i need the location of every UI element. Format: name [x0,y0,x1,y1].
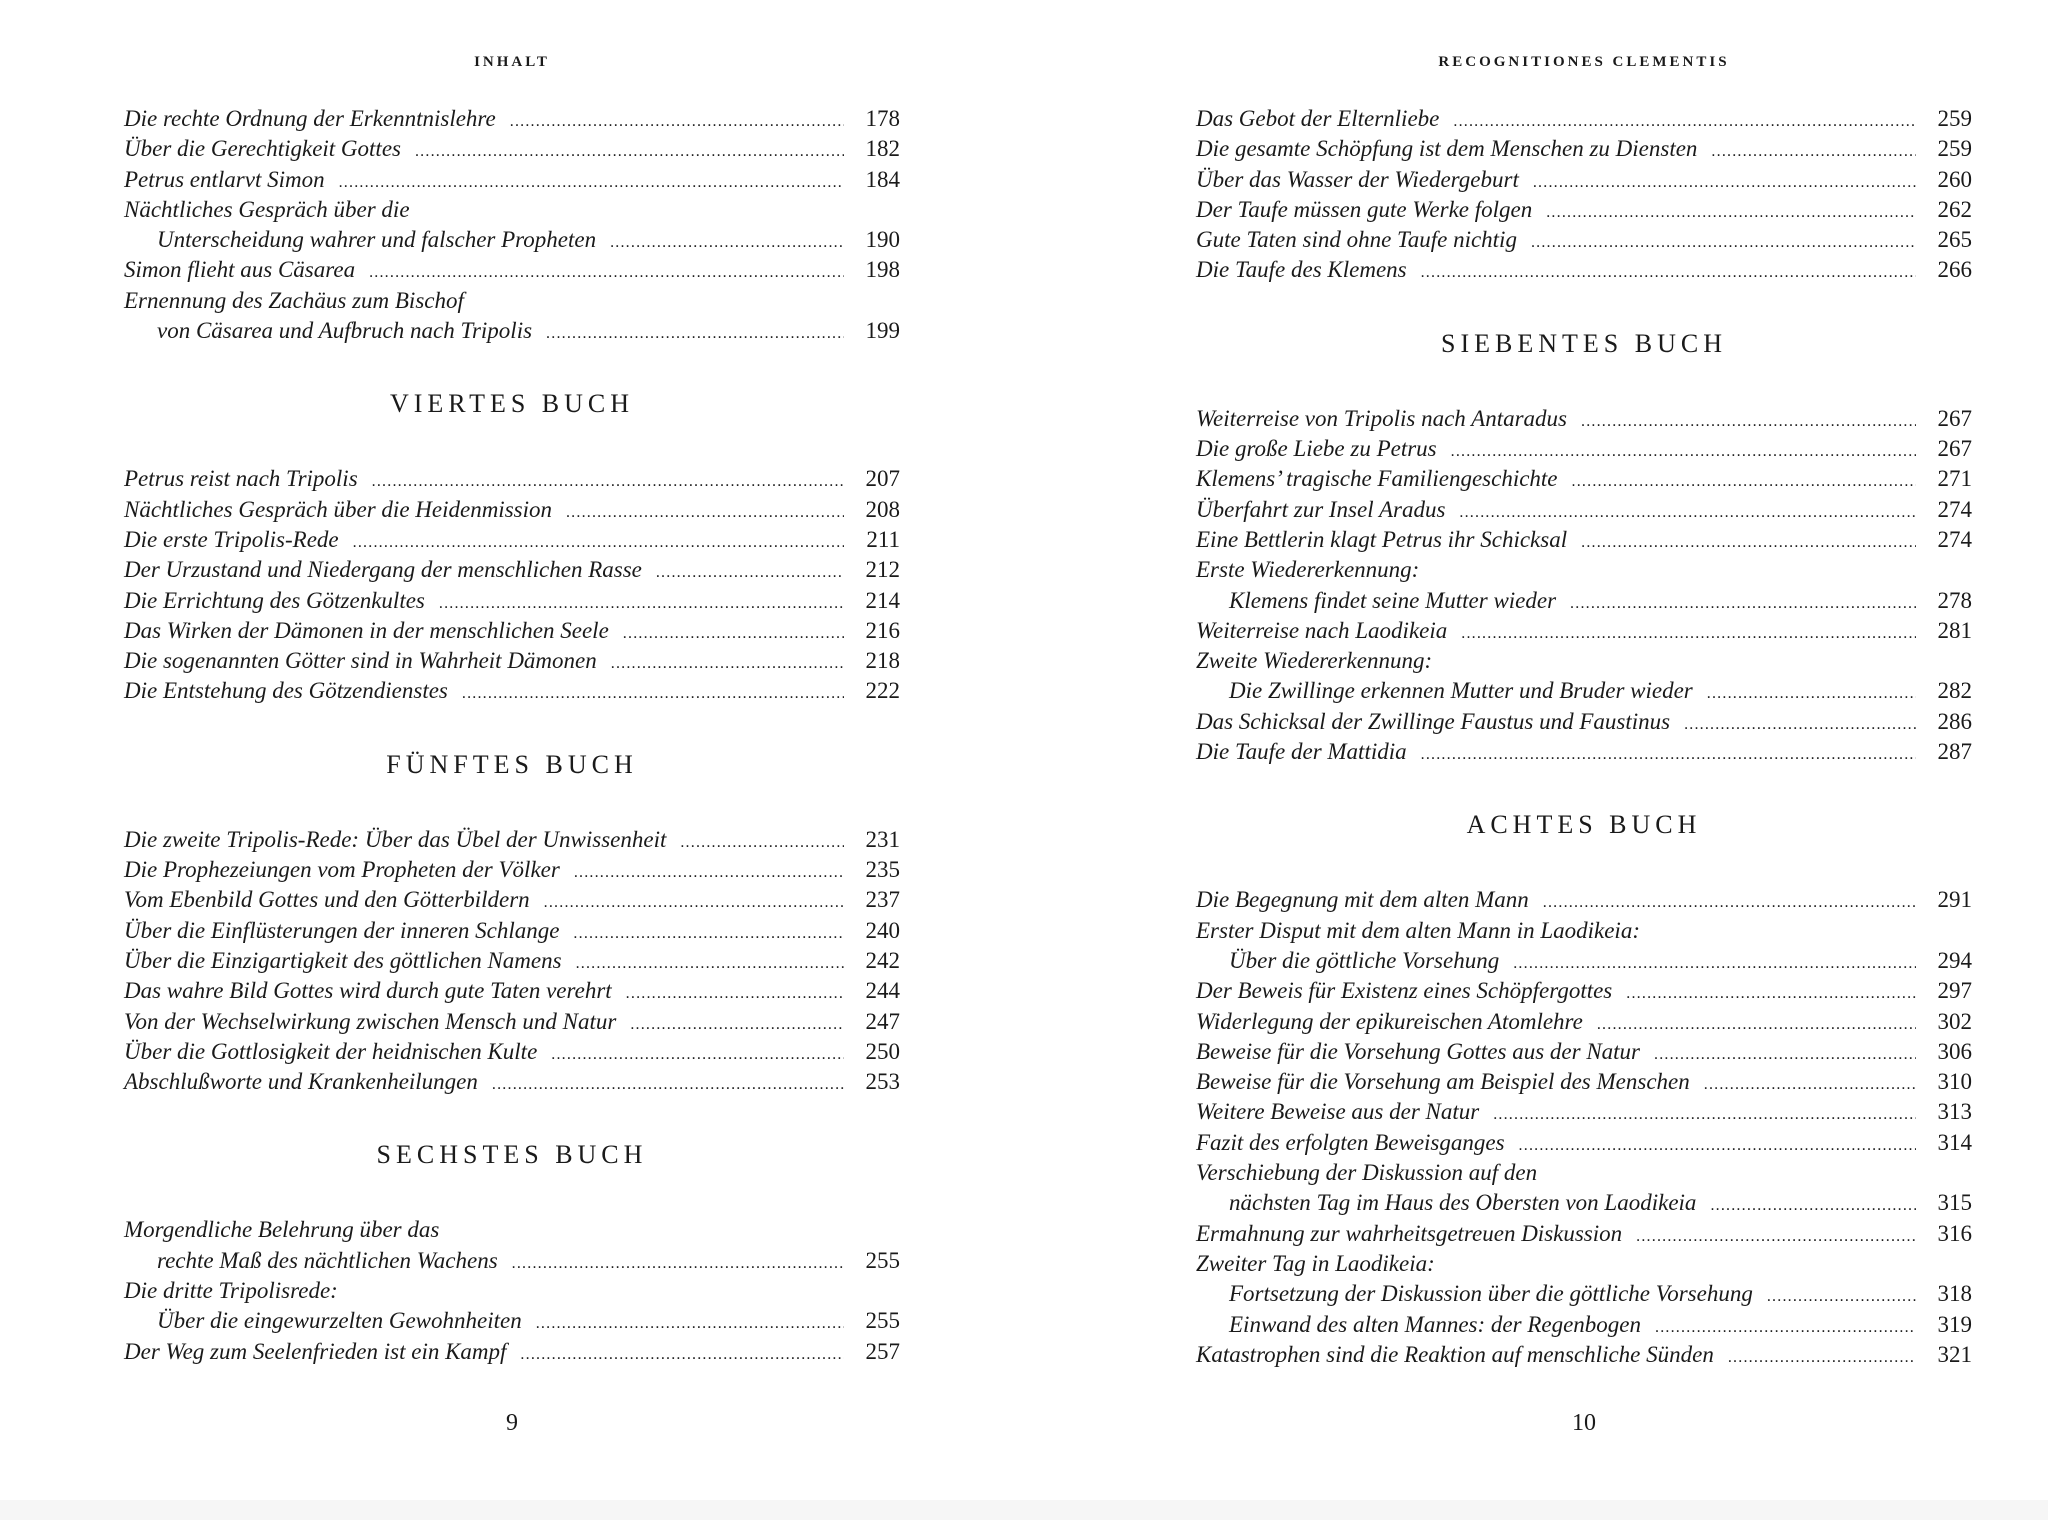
toc-entry-title: nächsten Tag im Haus des Obersten von Laodikeia [1229,1190,1697,1216]
toc-entry-page: 218 [865,648,900,674]
toc-entry-title: Ernennung des Zachäus zum Bischof [124,287,464,313]
toc-entry [1196,225,1972,255]
toc-entry-page: 182 [865,136,900,162]
toc-entry [124,255,900,285]
toc-entry-title: Über das Wasser der Wiedergeburt [1196,166,1519,192]
toc-entry-page: 190 [865,227,900,253]
toc-entry-title: Von der Wechselwirkung zwischen Mensch und Natur [124,1008,617,1034]
toc-entry-title: Die Begegnung mit dem alten Mann [1196,887,1529,913]
toc-entry [1196,707,1972,737]
toc-entry [124,1337,900,1367]
toc-entry [1196,646,1972,676]
toc-entry-page: 266 [1937,257,1972,283]
toc-entry [1196,1128,1972,1158]
toc-entry [1196,885,1972,915]
dot-leader [630,1010,844,1040]
dot-leader [1707,679,1916,709]
toc-entry-page: 274 [1937,496,1972,522]
toc-entry-page: 314 [1937,1129,1972,1155]
toc-entry [1196,1188,1972,1218]
dot-leader [462,679,844,709]
toc-entry [1196,1249,1972,1279]
toc-entry-page: 287 [1937,739,1972,765]
toc-entry [124,855,900,885]
toc-entry-page: 310 [1937,1069,1972,1095]
toc-entry-page: 211 [866,526,900,552]
toc-entry-page: 207 [865,466,900,492]
dot-leader [1626,979,1916,1009]
toc-entry-title: Beweise für die Vorsehung am Beispiel des Menschen [1196,1069,1690,1095]
dot-leader [1531,228,1916,258]
toc-entry-page: 250 [865,1038,900,1064]
toc-entry-title: Erster Disput mit dem alten Mann in Laodikeia: [1196,917,1640,943]
toc-entry [1196,165,1972,195]
dot-leader [353,528,844,558]
toc-entry [1196,616,1972,646]
toc-entry [1196,195,1972,225]
toc-entry-title: Weiterreise nach Laodikeia [1196,617,1448,643]
toc-entry [124,286,900,316]
toc-entry-title: Die rechte Ordnung der Erkenntnislehre [124,106,496,131]
book-heading: FÜNFTES BUCH [386,749,638,779]
toc-entry [1196,525,1972,555]
dot-leader [1533,168,1916,198]
book-heading: SIEBENTES BUCH [1441,328,1727,358]
dot-leader [1451,437,1916,467]
toc-entry [124,225,900,255]
toc-entry-page: 184 [865,166,900,192]
toc-entry-page: 242 [865,947,900,973]
toc-entry-page: 259 [1937,106,1972,131]
toc-entry-title: Weiterreise von Tripolis nach Antaradus [1196,405,1567,431]
toc-entry-page: 278 [1937,587,1972,613]
toc-entry-title: Katastrophen sind die Reaktion auf menschliche Sünden [1196,1341,1714,1367]
toc-entry-page: 313 [1937,1099,1972,1125]
toc-entry-title: Zweite Wiedererkennung: [1196,648,1433,674]
toc-entry [124,525,900,555]
toc-entry-title: Zweiter Tag in Laodikeia: [1196,1250,1435,1276]
toc-entry-page: 286 [1937,708,1972,734]
toc-entry [1196,1037,1972,1067]
toc-entry-title: Petrus entlarvt Simon [124,166,325,192]
toc-entry-title: Die Errichtung des Götzenkultes [124,587,425,613]
table-of-contents [1196,104,1972,1370]
toc-entry-page: 271 [1937,466,1972,492]
toc-entry [124,134,900,164]
toc-entry-title: Das Gebot der Elternliebe [1196,106,1440,131]
dot-leader [520,1340,844,1370]
toc-entry [1196,1219,1972,1249]
toc-entry [124,495,900,525]
toc-entry-title: Die Taufe des Klemens [1196,257,1407,283]
toc-entry-title: Über die eingewurzelten Gewohnheiten [157,1308,522,1334]
toc-entry [124,825,900,855]
dot-leader [544,888,844,918]
dot-leader [536,1309,844,1339]
toc-entry-title: Nächtliches Gespräch über die Heidenmission [124,496,552,522]
dot-leader [1546,198,1916,228]
toc-entry-page: 294 [1937,947,1972,973]
toc-entry [1196,976,1972,1006]
toc-entry [1196,1279,1972,1309]
dot-leader [1570,589,1916,619]
toc-entry-title: Der Weg zum Seelenfrieden ist ein Kampf [124,1338,507,1364]
dot-leader [1581,528,1916,558]
toc-entry-page: 259 [1937,136,1972,162]
dot-leader [369,258,844,288]
toc-entry-title: Die Entstehung des Götzendienstes [124,678,448,704]
toc-entry-title: Überfahrt zur Insel Aradus [1196,496,1446,522]
toc-entry-page: 244 [865,978,900,1004]
book-heading: VIERTES BUCH [389,389,635,419]
toc-entry-title: Der Taufe müssen gute Werke folgen [1196,196,1533,222]
toc-entry [124,1306,900,1336]
toc-entry-page: 231 [865,826,900,852]
dot-leader [1711,137,1916,167]
toc-entry-page: 199 [865,318,900,344]
toc-entry-title: Simon flieht aus Cäsarea [124,257,356,283]
toc-entry-page: 235 [865,857,900,883]
toc-entry [124,1276,900,1306]
toc-entry-page: 281 [1937,617,1972,643]
toc-entry [124,316,900,346]
toc-entry-page: 321 [1937,1341,1972,1367]
toc-entry-title: Widerlegung der epikureischen Atomlehre [1196,1008,1583,1034]
toc-entry-page: 274 [1937,526,1972,552]
toc-entry-title: Klemens’ tragische Familiengeschichte [1196,466,1558,492]
dot-leader [1461,619,1916,649]
bottom-edge-shade [0,1500,2048,1520]
dot-leader [576,949,844,979]
toc-entry-title: Die Taufe der Mattidia [1196,739,1407,765]
toc-entry [1196,1067,1972,1097]
toc-entry-title: Petrus reist nach Tripolis [124,466,358,492]
toc-entry [124,885,900,915]
toc-entry-page: 178 [865,106,900,131]
toc-entry [124,1037,900,1067]
dot-leader [566,498,844,528]
toc-entry-page: 302 [1937,1008,1972,1034]
running-head: INHALT [474,54,550,70]
dot-leader [546,319,844,349]
page-number: 9 [506,1410,518,1436]
toc-entry-title: Die sogenannten Götter sind in Wahrheit Dämonen [124,648,597,674]
dot-leader [512,1249,844,1279]
book-heading: ACHTES BUCH [1466,810,1702,840]
toc-entry-title: Vom Ebenbild Gottes und den Götterbildern [124,887,530,913]
toc-entry [124,1246,900,1276]
dot-leader [439,589,844,619]
dot-leader [1543,888,1916,918]
toc-entry [1196,255,1972,285]
dot-leader [656,558,844,588]
toc-entry-title: Morgendliche Belehrung über das [124,1217,440,1243]
toc-entry [124,946,900,976]
toc-entry-title: Über die Einzigartigkeit des göttlichen Namens [124,947,562,973]
dot-leader [1513,949,1916,979]
toc-entry [1196,1158,1972,1188]
toc-entry-title: Die große Liebe zu Petrus [1196,436,1437,462]
toc-entry [124,1215,900,1245]
dot-leader [1421,258,1916,288]
toc-entry-page: 222 [865,678,900,704]
toc-entry [1196,555,1972,585]
toc-entry-title: Fortsetzung der Diskussion über die göttliche Vorsehung [1229,1281,1753,1307]
toc-entry-title: Das wahre Bild Gottes wird durch gute Taten verehrt [124,978,612,1004]
dot-leader [1581,407,1916,437]
dot-leader [1655,1313,1916,1343]
dot-leader [1684,710,1916,740]
toc-entry-page: 267 [1937,436,1972,462]
dot-leader [551,1040,844,1070]
dot-leader [680,828,844,858]
toc-entry [1196,737,1972,767]
toc-entry [1196,1007,1972,1037]
dot-leader [1636,1222,1916,1252]
dot-leader [610,228,844,258]
toc-entry-title: Erste Wiedererkennung: [1196,557,1420,583]
toc-entry [124,646,900,676]
toc-entry-page: 253 [865,1069,900,1095]
toc-entry-title: Die zweite Tripolis-Rede: Über das Übel der Unwissenheit [124,826,667,852]
dot-leader [1493,1100,1916,1130]
toc-entry-page: 297 [1937,978,1972,1004]
toc-entry-title: Verschiebung der Diskussion auf den [1196,1160,1538,1186]
toc-entry [124,586,900,616]
toc-entry-title: Der Beweis für Existenz eines Schöpfergottes [1196,978,1613,1004]
dot-leader [623,619,844,649]
toc-entry-page: 247 [865,1008,900,1034]
toc-entry [124,1007,900,1037]
toc-entry-title: Die erste Tripolis-Rede [124,526,339,552]
dot-leader [1453,107,1916,137]
toc-entry-title: Abschlußworte und Krankenheilungen [124,1069,478,1095]
toc-entry-page: 318 [1937,1281,1972,1307]
toc-entry-title: Das Wirken der Dämonen in der menschlichen Seele [124,617,609,643]
toc-entry-page: 208 [865,496,900,522]
toc-entry [124,464,900,494]
toc-entry [1196,676,1972,706]
toc-entry-title: Über die Gerechtigkeit Gottes [124,136,401,162]
toc-entry-title: Klemens findet seine Mutter wieder [1229,587,1557,613]
toc-entry-title: Die Zwillinge erkennen Mutter und Bruder wieder [1229,678,1693,704]
toc-entry [124,195,900,225]
toc-entry-title: Die dritte Tripolisrede: [124,1278,338,1304]
toc-entry-page: 316 [1937,1220,1972,1246]
toc-entry-title: rechte Maß des nächtlichen Wachens [157,1247,498,1273]
toc-entry-title: Fazit des erfolgten Beweisganges [1196,1129,1505,1155]
toc-entry-title: Das Schicksal der Zwillinge Faustus und Faustinus [1196,708,1671,734]
toc-entry-page: 267 [1937,405,1972,431]
toc-entry [1196,1340,1972,1370]
toc-entry-page: 265 [1937,227,1972,253]
toc-entry-title: Gute Taten sind ohne Taufe nichtig [1196,227,1517,253]
toc-entry-page: 212 [865,557,900,583]
toc-entry [1196,916,1972,946]
toc-entry [124,165,900,195]
dot-leader [339,168,844,198]
toc-entry [1196,1097,1972,1127]
toc-entry-title: Ermahnung zur wahrheitsgetreuen Diskussion [1196,1220,1623,1246]
book-heading: SECHSTES BUCH [376,1140,648,1170]
dot-leader [573,919,844,949]
dot-leader [1710,1191,1916,1221]
dot-leader [1767,1282,1916,1312]
dot-leader [611,649,844,679]
dot-leader [1728,1343,1916,1373]
toc-entry [124,555,900,585]
toc-entry [124,104,900,134]
toc-entry [1196,104,1972,134]
toc-entry-page: 216 [865,617,900,643]
toc-entry [1196,495,1972,525]
toc-entry-title: Über die Einflüsterungen der inneren Schlange [124,917,560,943]
dot-leader [1704,1070,1916,1100]
toc-entry-title: Über die Gottlosigkeit der heidnischen Kulte [124,1038,538,1064]
dot-leader [1519,1131,1916,1161]
dot-leader [1421,740,1916,770]
toc-entry [124,1067,900,1097]
toc-entry-title: von Cäsarea und Aufbruch nach Tripolis [157,318,533,344]
toc-entry-title: Die gesamte Schöpfung ist dem Menschen zu Diensten [1196,136,1698,162]
right-page [1024,0,2048,1520]
toc-entry-title: Eine Bettlerin klagt Petrus ihr Schicksal [1196,526,1568,552]
toc-entry-page: 198 [865,257,900,283]
dot-leader [415,137,844,167]
toc-entry [1196,1310,1972,1340]
toc-entry-page: 319 [1937,1311,1972,1337]
toc-entry [124,616,900,646]
dot-leader [372,467,844,497]
toc-entry-title: Die Prophezeiungen vom Propheten der Völker [124,857,560,883]
dot-leader [510,107,844,137]
toc-entry-title: Der Urzustand und Niedergang der menschlichen Rasse [124,557,642,583]
running-head: RECOGNITIONES CLEMENTIS [1438,54,1730,70]
dot-leader [492,1070,844,1100]
toc-entry [124,916,900,946]
dot-leader [1572,467,1916,497]
toc-entry-page: 306 [1937,1038,1972,1064]
toc-entry-page: 240 [865,917,900,943]
toc-entry-page: 257 [865,1338,900,1364]
table-of-contents [124,104,900,1367]
dot-leader [626,979,844,1009]
toc-entry [124,676,900,706]
toc-entry-title: Unterscheidung wahrer und falscher Propheten [157,227,597,253]
dot-leader [1459,498,1916,528]
dot-leader [1654,1040,1916,1070]
toc-entry [1196,586,1972,616]
toc-entry-page: 237 [865,887,900,913]
toc-entry-page: 262 [1937,196,1972,222]
toc-entry [124,976,900,1006]
toc-entry [1196,464,1972,494]
toc-entry-page: 315 [1937,1190,1972,1216]
toc-entry [1196,434,1972,464]
toc-entry [1196,134,1972,164]
toc-entry-page: 282 [1937,678,1972,704]
toc-entry-page: 214 [865,587,900,613]
toc-entry [1196,404,1972,434]
toc-entry-title: Beweise für die Vorsehung Gottes aus der Natur [1196,1038,1640,1064]
toc-entry-title: Weitere Beweise aus der Natur [1196,1099,1480,1125]
toc-entry [1196,946,1972,976]
dot-leader [574,858,844,888]
toc-entry-title: Nächtliches Gespräch über die [124,196,410,222]
toc-entry-page: 291 [1937,887,1972,913]
toc-entry-title: Einwand des alten Mannes: der Regenbogen [1229,1311,1641,1337]
page-number: 10 [1572,1410,1596,1436]
toc-entry-page: 255 [865,1308,900,1334]
toc-entry-page: 255 [865,1247,900,1273]
toc-entry-title: Über die göttliche Vorsehung [1229,947,1500,973]
dot-leader [1597,1010,1916,1040]
toc-entry-page: 260 [1937,166,1972,192]
